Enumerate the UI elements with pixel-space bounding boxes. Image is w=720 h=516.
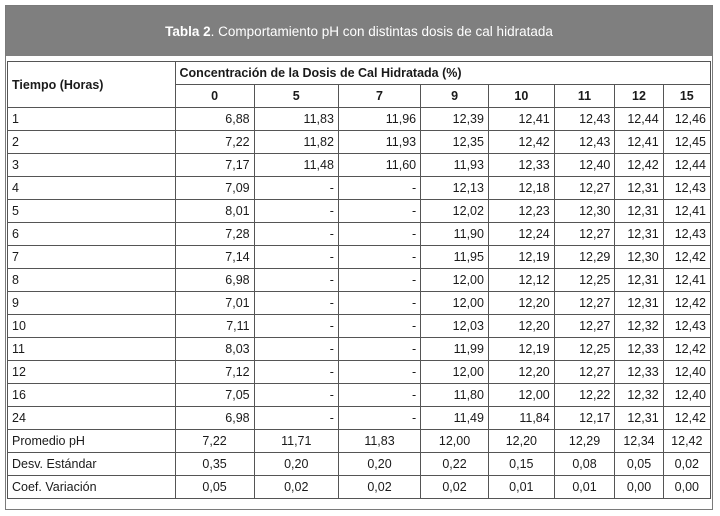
table-row (8, 108, 711, 131)
summary-row (8, 430, 711, 453)
summary-value-cell: 0,01 (488, 476, 554, 499)
value-cell: 12,42 (663, 407, 710, 430)
value-cell: 12,19 (488, 338, 554, 361)
value-cell: 12,43 (554, 108, 615, 131)
value-cell: 7,11 (175, 315, 254, 338)
table-row (8, 154, 711, 177)
value-cell: 11,49 (421, 407, 489, 430)
value-cell: 12,27 (554, 361, 615, 384)
summary-label: Coef. Variación (8, 476, 176, 499)
summary-value-cell: 0,05 (615, 453, 663, 476)
summary-value-cell: 0,02 (663, 453, 710, 476)
value-cell: - (254, 246, 338, 269)
value-cell: 11,99 (421, 338, 489, 361)
value-cell: 12,44 (615, 108, 663, 131)
value-cell: 12,13 (421, 177, 489, 200)
value-cell: 7,17 (175, 154, 254, 177)
summary-value-cell: 12,34 (615, 430, 663, 453)
column-header: 12 (615, 85, 663, 108)
value-cell: 12,33 (615, 338, 663, 361)
value-cell: - (254, 361, 338, 384)
time-cell: 6 (8, 223, 176, 246)
summary-value-cell: 0,02 (338, 476, 420, 499)
summary-value-cell: 0,05 (175, 476, 254, 499)
value-cell: - (338, 384, 420, 407)
summary-value-cell: 0,15 (488, 453, 554, 476)
value-cell: 12,40 (663, 361, 710, 384)
value-cell: - (254, 269, 338, 292)
value-cell: 11,90 (421, 223, 489, 246)
value-cell: 12,27 (554, 177, 615, 200)
summary-value-cell: 0,02 (421, 476, 489, 499)
table-row (8, 246, 711, 269)
column-header: 15 (663, 85, 710, 108)
summary-value-cell: 0,22 (421, 453, 489, 476)
value-cell: 12,19 (488, 246, 554, 269)
value-cell: - (338, 223, 420, 246)
value-cell: - (338, 246, 420, 269)
time-cell: 1 (8, 108, 176, 131)
table-row (8, 338, 711, 361)
time-cell: 16 (8, 384, 176, 407)
value-cell: 12,27 (554, 223, 615, 246)
summary-value-cell: 0,35 (175, 453, 254, 476)
value-cell: 12,31 (615, 407, 663, 430)
value-cell: 12,29 (554, 246, 615, 269)
value-cell: - (338, 177, 420, 200)
summary-value-cell: 0,08 (554, 453, 615, 476)
value-cell: - (254, 223, 338, 246)
value-cell: - (254, 200, 338, 223)
value-cell: - (338, 361, 420, 384)
summary-value-cell: 0,20 (338, 453, 420, 476)
value-cell: 12,32 (615, 315, 663, 338)
value-cell: 12,31 (615, 177, 663, 200)
row-header: Tiempo (Horas) (8, 62, 176, 108)
value-cell: 12,12 (488, 269, 554, 292)
value-cell: 12,32 (615, 384, 663, 407)
summary-row (8, 453, 711, 476)
summary-value-cell: 7,22 (175, 430, 254, 453)
value-cell: - (254, 407, 338, 430)
value-cell: 12,42 (488, 131, 554, 154)
value-cell: 12,42 (663, 246, 710, 269)
value-cell: 11,82 (254, 131, 338, 154)
value-cell: - (254, 315, 338, 338)
summary-label: Desv. Estándar (8, 453, 176, 476)
table-row (8, 407, 711, 430)
value-cell: 7,22 (175, 131, 254, 154)
summary-value-cell: 0,00 (663, 476, 710, 499)
table-row (8, 131, 711, 154)
value-cell: 12,00 (421, 361, 489, 384)
value-cell: 12,40 (554, 154, 615, 177)
value-cell: 12,18 (488, 177, 554, 200)
value-cell: 12,23 (488, 200, 554, 223)
value-cell: 12,40 (663, 384, 710, 407)
value-cell: - (338, 200, 420, 223)
time-cell: 9 (8, 292, 176, 315)
column-header: 9 (421, 85, 489, 108)
value-cell: 7,28 (175, 223, 254, 246)
column-header: 0 (175, 85, 254, 108)
value-cell: 6,98 (175, 269, 254, 292)
value-cell: 12,02 (421, 200, 489, 223)
value-cell: 12,00 (421, 292, 489, 315)
value-cell: 12,42 (663, 292, 710, 315)
value-cell: 11,60 (338, 154, 420, 177)
value-cell: 12,22 (554, 384, 615, 407)
table-row (8, 200, 711, 223)
value-cell: 12,46 (663, 108, 710, 131)
value-cell: 12,33 (488, 154, 554, 177)
value-cell: - (338, 407, 420, 430)
value-cell: 11,93 (338, 131, 420, 154)
column-header: 11 (554, 85, 615, 108)
time-cell: 8 (8, 269, 176, 292)
value-cell: 11,80 (421, 384, 489, 407)
header-row-group (8, 62, 711, 85)
value-cell: 12,39 (421, 108, 489, 131)
summary-value-cell: 0,01 (554, 476, 615, 499)
value-cell: 12,00 (488, 384, 554, 407)
column-header: 5 (254, 85, 338, 108)
value-cell: 12,03 (421, 315, 489, 338)
time-cell: 4 (8, 177, 176, 200)
summary-value-cell: 0,20 (254, 453, 338, 476)
value-cell: 12,43 (663, 223, 710, 246)
value-cell: 6,88 (175, 108, 254, 131)
value-cell: 12,20 (488, 315, 554, 338)
caption-label: Tabla 2 (165, 23, 211, 39)
value-cell: 12,45 (663, 131, 710, 154)
table-row (8, 315, 711, 338)
table-caption (6, 6, 712, 56)
value-cell: 7,14 (175, 246, 254, 269)
caption-text: . Comportamiento pH con distintas dosis de cal hidratada (210, 23, 553, 39)
value-cell: 11,83 (254, 108, 338, 131)
summary-value-cell: 12,20 (488, 430, 554, 453)
value-cell: - (254, 338, 338, 361)
time-cell: 12 (8, 361, 176, 384)
value-cell: 12,30 (615, 246, 663, 269)
table-row (8, 292, 711, 315)
value-cell: 12,41 (615, 131, 663, 154)
summary-value-cell: 12,42 (663, 430, 710, 453)
value-cell: 12,41 (488, 108, 554, 131)
summary-value-cell: 11,71 (254, 430, 338, 453)
summary-row (8, 476, 711, 499)
value-cell: 7,01 (175, 292, 254, 315)
value-cell: 12,20 (488, 361, 554, 384)
value-cell: - (338, 315, 420, 338)
time-cell: 7 (8, 246, 176, 269)
value-cell: - (254, 384, 338, 407)
time-cell: 11 (8, 338, 176, 361)
value-cell: 11,48 (254, 154, 338, 177)
time-cell: 5 (8, 200, 176, 223)
value-cell: - (338, 269, 420, 292)
value-cell: - (338, 292, 420, 315)
value-cell: 12,24 (488, 223, 554, 246)
summary-value-cell: 12,29 (554, 430, 615, 453)
time-cell: 3 (8, 154, 176, 177)
value-cell: - (338, 338, 420, 361)
time-cell: 2 (8, 131, 176, 154)
value-cell: 12,43 (663, 315, 710, 338)
value-cell: 11,95 (421, 246, 489, 269)
value-cell: 12,27 (554, 315, 615, 338)
value-cell: 12,30 (554, 200, 615, 223)
value-cell: 12,31 (615, 269, 663, 292)
value-cell: 7,09 (175, 177, 254, 200)
value-cell: 7,05 (175, 384, 254, 407)
value-cell: 12,42 (615, 154, 663, 177)
value-cell: 12,33 (615, 361, 663, 384)
value-cell: - (254, 177, 338, 200)
value-cell: 11,84 (488, 407, 554, 430)
value-cell: 8,03 (175, 338, 254, 361)
value-cell: 12,20 (488, 292, 554, 315)
value-cell: 12,41 (663, 269, 710, 292)
value-cell: 12,25 (554, 269, 615, 292)
ph-table (7, 61, 711, 499)
column-header: 10 (488, 85, 554, 108)
value-cell: 12,43 (663, 177, 710, 200)
summary-value-cell: 0,02 (254, 476, 338, 499)
value-cell: 12,31 (615, 223, 663, 246)
value-cell: 12,43 (554, 131, 615, 154)
column-header: 7 (338, 85, 420, 108)
summary-label: Promedio pH (8, 430, 176, 453)
time-cell: 24 (8, 407, 176, 430)
value-cell: 11,93 (421, 154, 489, 177)
value-cell: 12,27 (554, 292, 615, 315)
value-cell: 12,17 (554, 407, 615, 430)
value-cell: 12,35 (421, 131, 489, 154)
group-header: Concentración de la Dosis de Cal Hidratada (%) (175, 62, 710, 85)
table-row (8, 177, 711, 200)
value-cell: 12,00 (421, 269, 489, 292)
table-row (8, 361, 711, 384)
value-cell: 12,44 (663, 154, 710, 177)
table-row (8, 223, 711, 246)
table-body (8, 108, 711, 499)
value-cell: - (254, 292, 338, 315)
value-cell: 12,31 (615, 200, 663, 223)
table-row (8, 384, 711, 407)
value-cell: 11,96 (338, 108, 420, 131)
summary-value-cell: 0,00 (615, 476, 663, 499)
value-cell: 12,25 (554, 338, 615, 361)
value-cell: 6,98 (175, 407, 254, 430)
value-cell: 12,42 (663, 338, 710, 361)
value-cell: 8,01 (175, 200, 254, 223)
value-cell: 7,12 (175, 361, 254, 384)
time-cell: 10 (8, 315, 176, 338)
table-row (8, 269, 711, 292)
value-cell: 12,41 (663, 200, 710, 223)
summary-value-cell: 12,00 (421, 430, 489, 453)
value-cell: 12,31 (615, 292, 663, 315)
summary-value-cell: 11,83 (338, 430, 420, 453)
